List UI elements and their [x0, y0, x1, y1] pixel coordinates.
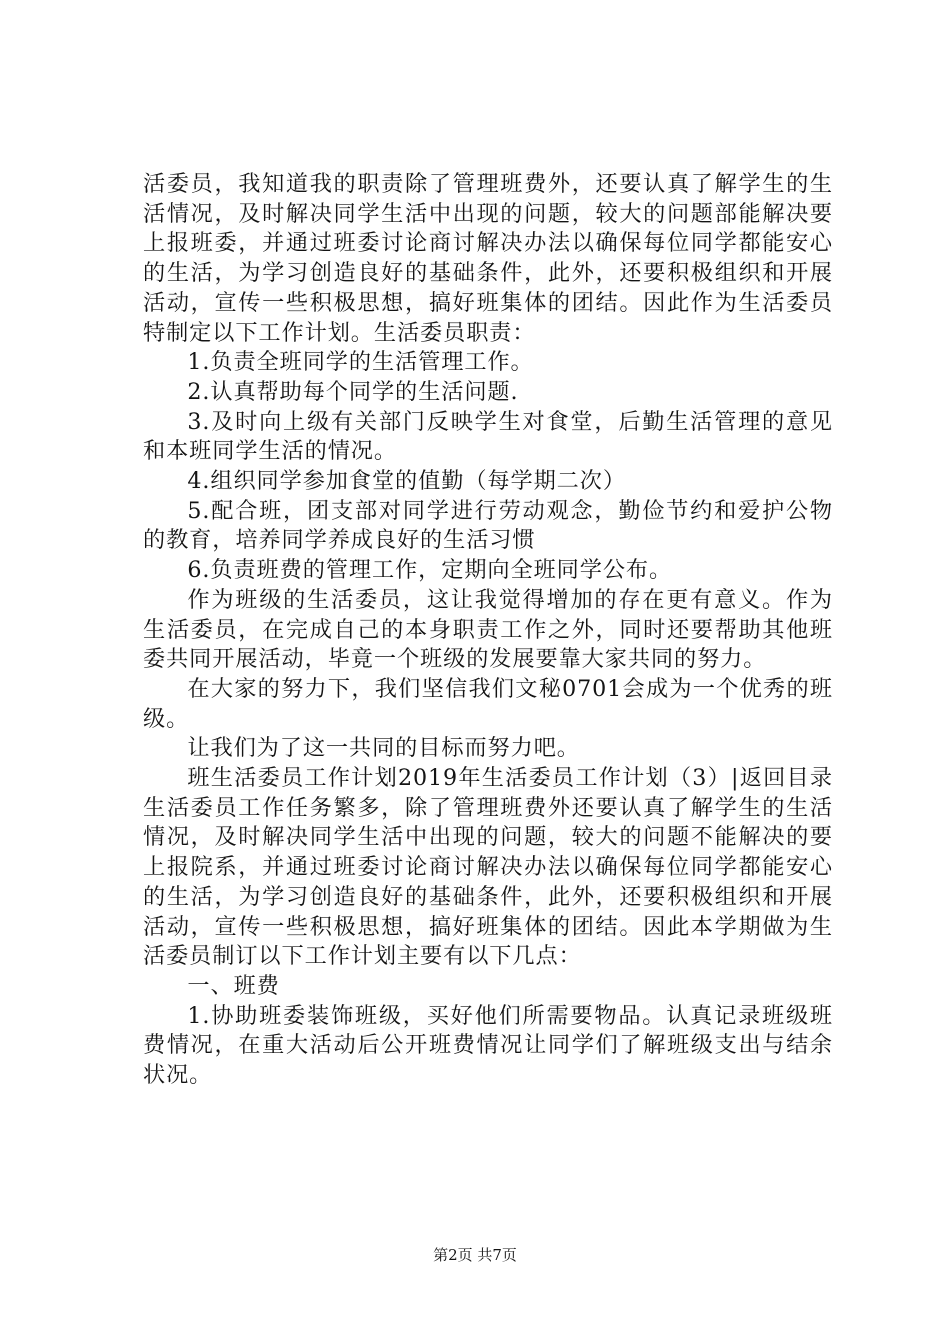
duty-item-4: 4.组织同学参加食堂的值勤（每学期二次） — [187, 468, 626, 495]
duty-item-1: 1.负责全班同学的生活管理工作。 — [187, 349, 534, 376]
document-body — [143, 170, 833, 1091]
paragraph-plan-3: 班生活委员工作计划2019年生活委员工作计划（3）|返回目录生活委员工作任务繁多，除了管理班费外还要认真了解学生的生活情况，及时解决同学生活中出现的问题，较大的问题不能解决的要上报院系，并通过班委讨论商讨解决办法以确保每位同学都能安心的生活，为学习创造良好的基础条件，此外，还要积极组织和开展活动，宣传一些积极思想，搞好班集体的团结。因此本学期做为生活委员制订以下工作计划主要有以下几点： — [143, 765, 833, 970]
page-footer: 第2页 共7页 — [433, 1246, 517, 1264]
duty-item-6: 6.负责班费的管理工作，定期向全班同学公布。 — [187, 557, 673, 584]
duty-item-3: 3.及时向上级有关部门反映学生对食堂，后勤生活管理的意见和本班同学生活的情况。 — [143, 408, 833, 465]
duty-item-5: 5.配合班，团支部对同学进行劳动观念，勤俭节约和爱护公物的教育，培养同学养成良好的生活习惯 — [143, 497, 833, 554]
duty-item-2: 2.认真帮助每个同学的生活问题. — [187, 378, 519, 405]
paragraph-goal: 让我们为了这一共同的目标而努力吧。 — [187, 735, 580, 762]
paragraph-meaning: 作为班级的生活委员，这让我觉得增加的存在更有意义。作为生活委员，在完成自己的本身职责工作之外，同时还要帮助其他班委共同开展活动，毕竟一个班级的发展要靠大家共同的努力。 — [143, 586, 833, 673]
section-heading-class-fee: 一、班费 — [187, 972, 280, 999]
fee-item-1: 1.协助班委装饰班级，买好他们所需要物品。认真记录班级班费情况，在重大活动后公开班费情况让同学们了解班级支出与结余状况。 — [143, 1002, 833, 1089]
paragraph-belief: 在大家的努力下，我们坚信我们文秘0701会成为一个优秀的班级。 — [143, 675, 833, 732]
paragraph-continuation: 活委员，我知道我的职责除了管理班费外，还要认真了解学生的生活情况，及时解决同学生活中出现的问题，较大的问题部能解决要上报班委，并通过班委讨论商讨解决办法以确保每位同学都能安心的生活，为学习创造良好的基础条件，此外，还要积极组织和开展活动，宣传一些积极思想，搞好班集体的团结。因此作为生活委员特制定以下工作计划。生活委员职责： — [143, 171, 833, 346]
